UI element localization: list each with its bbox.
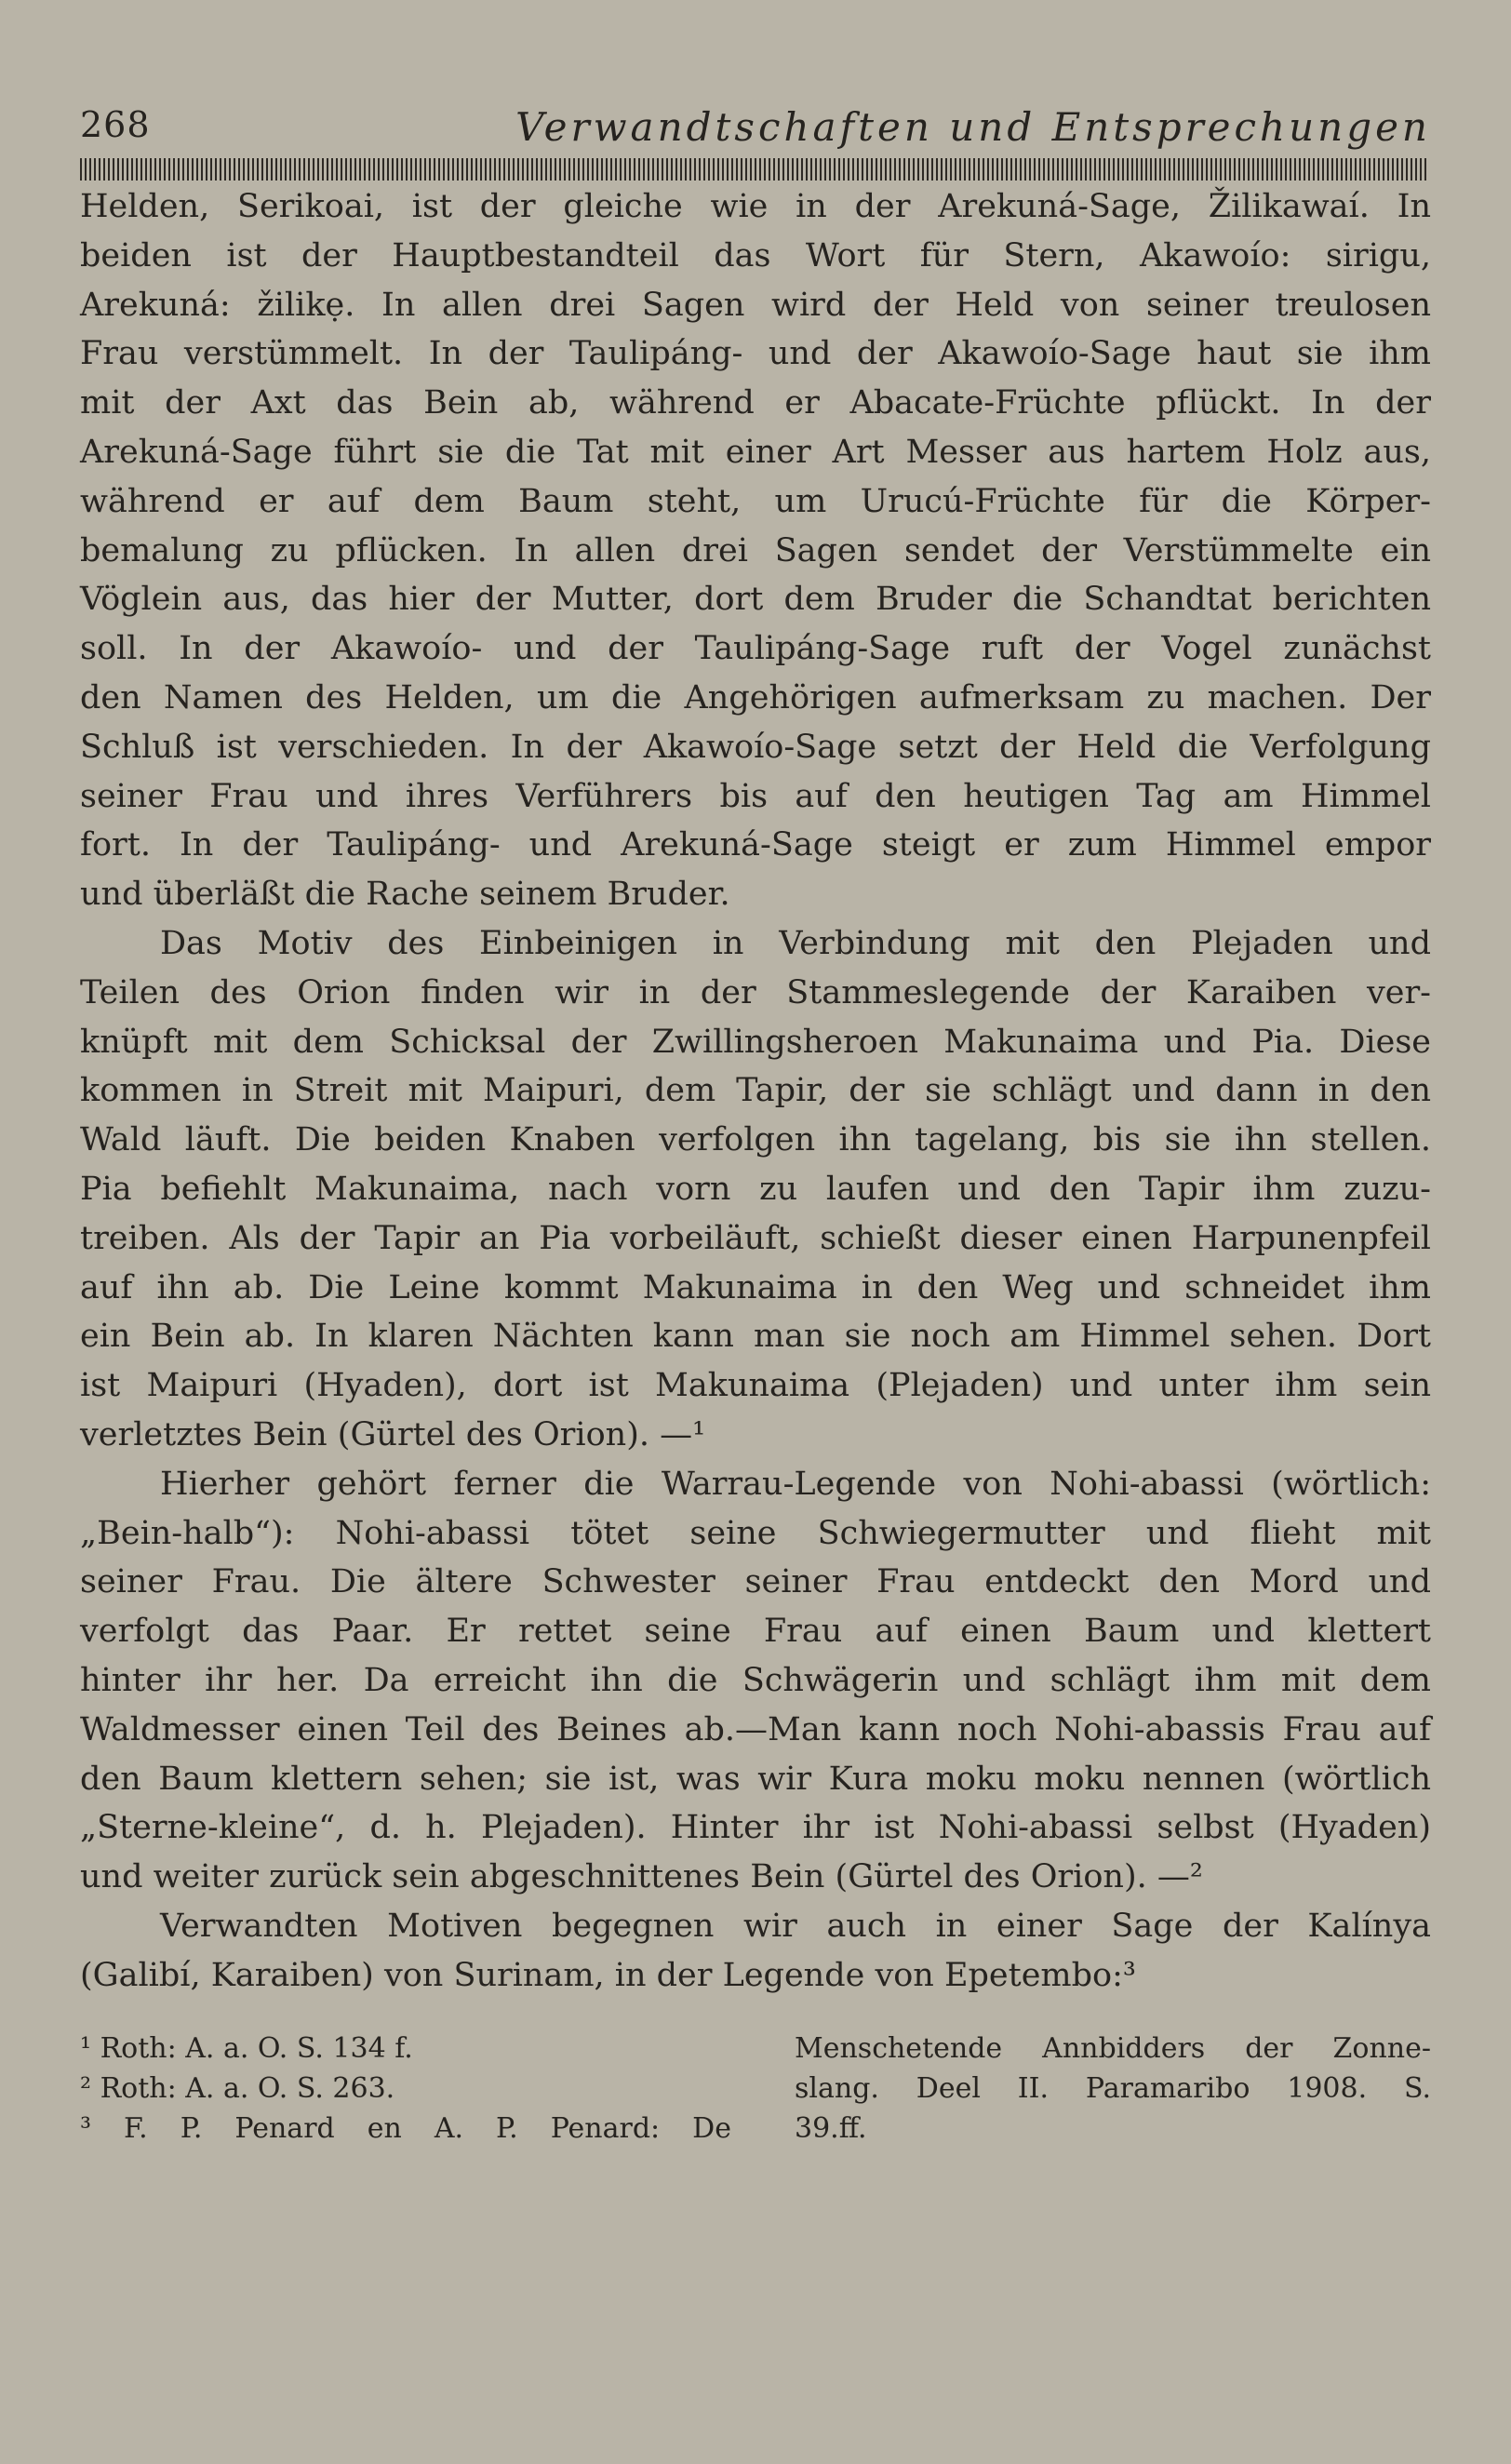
text-line: soll. In der Akawoío- und der Taulipáng-Sage ruft der Vogel zunächst [80, 630, 1431, 668]
text-line: (Galibí, Karaiben) von Surinam, in der Legende von Epetembo:³ [80, 1956, 1136, 1994]
text-line: Vöglein aus, das hier der Mutter, dort dem Bruder die Schandtat berichten [80, 581, 1431, 619]
text-line: Helden, Serikoai, ist der gleiche wie in der Arekuná-Sage, Žilikawaí. In [80, 188, 1431, 225]
text-line: den Baum klettern sehen; sie ist, was wir Kura moku moku nennen (wörtlich [80, 1760, 1431, 1798]
text-line: hinter ihr her. Da erreicht ihn die Schwägerin und schlägt ihm mit dem [80, 1661, 1431, 1699]
text-line: Arekuná: žilikẹ. In allen drei Sagen wird der Held von seiner treulosen [80, 286, 1431, 324]
text-line: Waldmesser einen Teil des Beines ab.—Man kann noch Nohi-abassis Frau auf [80, 1710, 1431, 1748]
text-line: Frau verstümmelt. In der Taulipáng- und der Akawoío-Sage haut sie ihm [80, 335, 1431, 373]
footnote-line: 39.ff. [795, 2112, 867, 2145]
text-line: Schluß ist verschieden. In der Akawoío-Sage setzt der Held die Verfolgung [80, 728, 1431, 766]
running-head: Verwandtschaften und Entsprechungen [515, 104, 1431, 150]
text-line: bemalung zu pflücken. In allen drei Sagen sendet der Verstümmelte ein [80, 531, 1431, 569]
footnote-line: ² Roth: A. a. O. S. 263. [80, 2072, 395, 2105]
header-rule [80, 158, 1427, 181]
text-line: während er auf dem Baum steht, um Urucú-Früchte für die Körper- [80, 482, 1431, 520]
footnote-line: ³ F. P. Penard en A. P. Penard: De [80, 2112, 731, 2145]
text-line: Hierher gehört ferner die Warrau-Legende von Nohi-abassi (wörtlich: [160, 1465, 1431, 1503]
text-line: und überläßt die Rache seinem Bruder. [80, 876, 730, 914]
text-line: und weiter zurück sein abgeschnittenes Bein (Gürtel des Orion). —² [80, 1858, 1203, 1896]
text-line: beiden ist der Hauptbestandteil das Wort für Stern, Akawoío: sirigu, [80, 236, 1431, 275]
text-line: knüpft mit dem Schicksal der Zwillingsheroen Makunaima und Pia. Diese [80, 1023, 1431, 1061]
footnote-line: slang. Deel II. Paramaribo 1908. S. [795, 2072, 1431, 2105]
text-line: ein Bein ab. In klaren Nächten kann man sie noch am Himmel sehen. Dort [80, 1318, 1431, 1356]
text-line: auf ihn ab. Die Leine kommt Makunaima in den Weg und schneidet ihm [80, 1268, 1431, 1306]
text-line: den Namen des Helden, um die Angehörigen aufmerksam zu machen. Der [80, 678, 1431, 716]
text-line: verletztes Bein (Gürtel des Orion). —¹ [80, 1415, 706, 1453]
footnote-line: ¹ Roth: A. a. O. S. 134 f. [80, 2032, 413, 2065]
text-line: Verwandten Motiven begegnen wir auch in einer Sage der Kalínya [160, 1907, 1431, 1945]
text-line: „Sterne-kleine“, d. h. Plejaden). Hinter ihr ist Nohi-abassi selbst (Hyaden) [80, 1809, 1431, 1847]
text-line: ist Maipuri (Hyaden), dort ist Makunaima (Plejaden) und unter ihm sein [80, 1367, 1431, 1405]
text-line: verfolgt das Paar. Er rettet seine Frau auf einen Baum und klettert [80, 1613, 1431, 1651]
page-number: 268 [80, 104, 151, 145]
text-line: seiner Frau. Die ältere Schwester seiner Frau entdeckt den Mord und [80, 1563, 1431, 1601]
text-line: Wald läuft. Die beiden Knaben verfolgen ihn tagelang, bis sie ihn stellen. [80, 1121, 1431, 1159]
body-text [80, 182, 1431, 2000]
text-line: treiben. Als der Tapir an Pia vorbeiläuft, schießt dieser einen Harpunenpfeil [80, 1219, 1431, 1257]
text-line: fort. In der Taulipáng- und Arekuná-Sage steigt er zum Himmel empor [80, 826, 1431, 864]
text-line: Pia befiehlt Makunaima, nach vorn zu laufen und den Tapir ihm zuzu- [80, 1170, 1431, 1208]
footnote-line: Menschetende Annbidders der Zonne- [795, 2032, 1431, 2065]
text-line: Teilen des Orion finden wir in der Stammeslegende der Karaiben ver- [80, 973, 1431, 1011]
page-header [80, 104, 1431, 156]
text-line: Arekuná-Sage führt sie die Tat mit einer Art Messer aus hartem Holz aus, [80, 433, 1431, 471]
footnotes-right-column [795, 2029, 1431, 2149]
footnotes-left-column [80, 2029, 731, 2149]
text-line: seiner Frau und ihres Verführers bis auf den heutigen Tag am Himmel [80, 777, 1431, 815]
text-line: mit der Axt das Bein ab, während er Abacate-Früchte pflückt. In der [80, 384, 1431, 422]
text-line: kommen in Streit mit Maipuri, dem Tapir, der sie schlägt und dann in den [80, 1072, 1431, 1110]
text-line: „Bein-halb“): Nohi-abassi tötet seine Schwiegermutter und flieht mit [80, 1514, 1431, 1552]
text-line: Das Motiv des Einbeinigen in Verbindung mit den Plejaden und [160, 924, 1431, 962]
